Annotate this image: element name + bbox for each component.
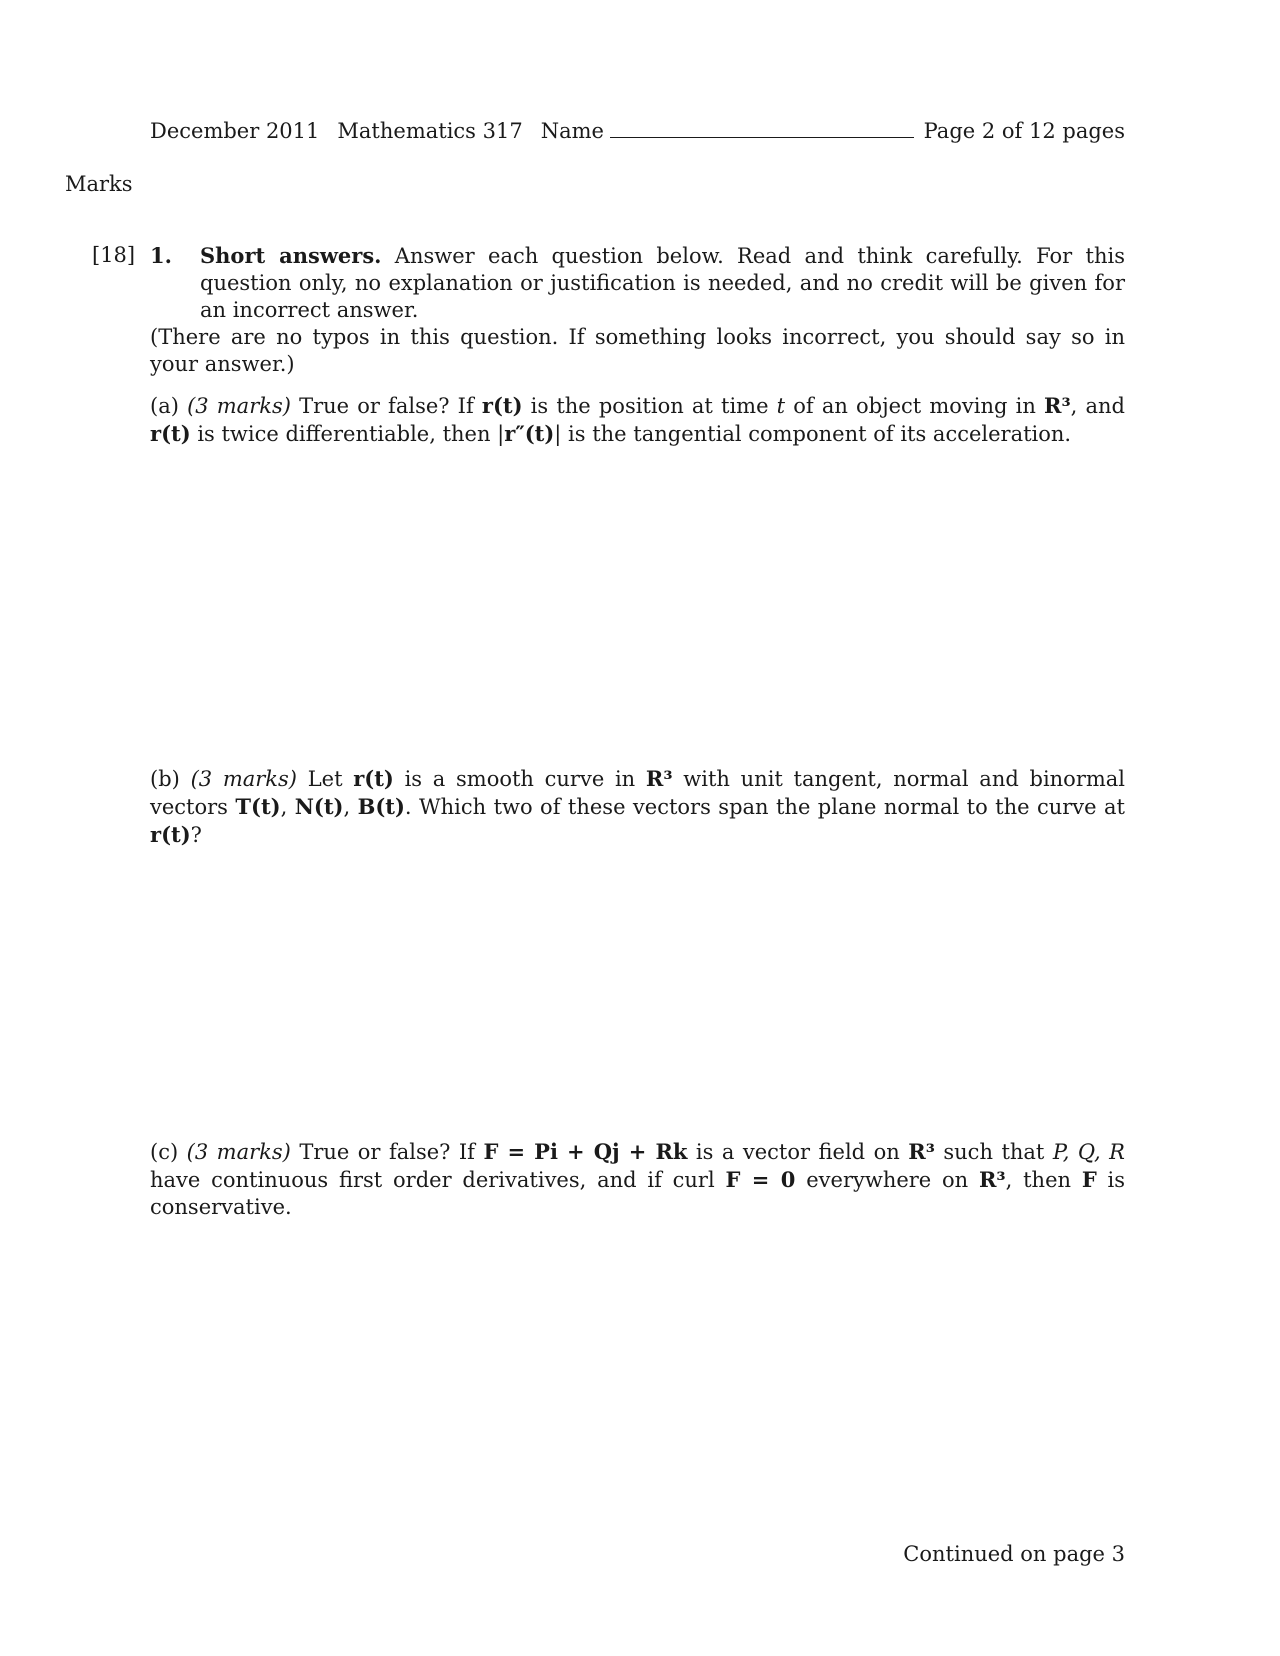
question-note: (There are no typos in this question. If something looks incorrect, you should say so in your answer.) xyxy=(150,325,1125,376)
math-r-t: r(t) xyxy=(481,393,523,418)
math-f: F xyxy=(1081,1167,1097,1192)
exam-date: December 2011 xyxy=(150,119,320,143)
question-number: 1. xyxy=(150,243,172,268)
part-b-marks: (3 marks) xyxy=(190,767,297,791)
math-r3: R³ xyxy=(908,1139,935,1164)
math-r3: R³ xyxy=(978,1167,1006,1192)
math-tangent: T(t) xyxy=(235,794,281,819)
question-marks: [18] xyxy=(92,243,136,267)
math-r-t: r(t) xyxy=(150,421,191,446)
continued-note: Continued on page 3 xyxy=(903,1542,1125,1566)
part-a-label: (a) xyxy=(150,394,179,418)
math-t: t xyxy=(776,394,786,418)
part-c-label: (c) xyxy=(150,1140,179,1164)
marks-heading: Marks xyxy=(65,172,133,196)
page-number: Page 2 of 12 pages xyxy=(923,119,1125,143)
math-r-t: r(t) xyxy=(353,766,394,791)
part-a-marks: (3 marks) xyxy=(187,394,291,418)
part-c: (c) (3 marks) True or false? If F = Pi + Qj + Rk is a vector field on R³ such that P, Q, R have continuous first order derivatives, and if curl F = 0 everywhere on R³, then F is conservative. xyxy=(150,1139,1126,1219)
math-vector-field: F = Pi + Qj + Rk xyxy=(483,1139,688,1164)
question-instructions: Answer each question below. Read and think carefully. For this question only, no explanation or justification is needed, and no credit will be given for an incorrect answer. xyxy=(200,244,1125,322)
page-header xyxy=(150,118,1125,146)
name-label: Name xyxy=(540,119,604,143)
part-b-label: (b) xyxy=(150,767,180,791)
part-a: (a) (3 marks) True or false? If r(t) is the position at time t of an object moving in R³, and r(t) is twice differentiable, then |r″(t)| is the tangential component of its acceleration. xyxy=(150,393,1125,446)
math-r-double-prime: r″(t) xyxy=(504,421,555,446)
math-normal: N(t) xyxy=(294,794,344,819)
name-field[interactable] xyxy=(610,121,914,138)
part-c-marks: (3 marks) xyxy=(186,1140,291,1164)
question-title: Short answers. xyxy=(200,243,382,268)
math-pqr: P, Q, R xyxy=(1052,1140,1125,1164)
question-intro xyxy=(200,242,1125,324)
math-r3: R³ xyxy=(645,766,673,791)
math-binormal: B(t) xyxy=(357,794,405,819)
math-r3: R³ xyxy=(1044,393,1071,418)
course-name: Mathematics 317 xyxy=(337,119,523,143)
math-curl-zero: F = 0 xyxy=(725,1167,796,1192)
math-r-t: r(t) xyxy=(150,822,191,847)
part-b: (b) (3 marks) Let r(t) is a smooth curve in R³ with unit tangent, normal and binormal vectors T(t), N(t), B(t). Which two of these vectors span the plane normal to the curve at r(t)? xyxy=(150,766,1126,847)
